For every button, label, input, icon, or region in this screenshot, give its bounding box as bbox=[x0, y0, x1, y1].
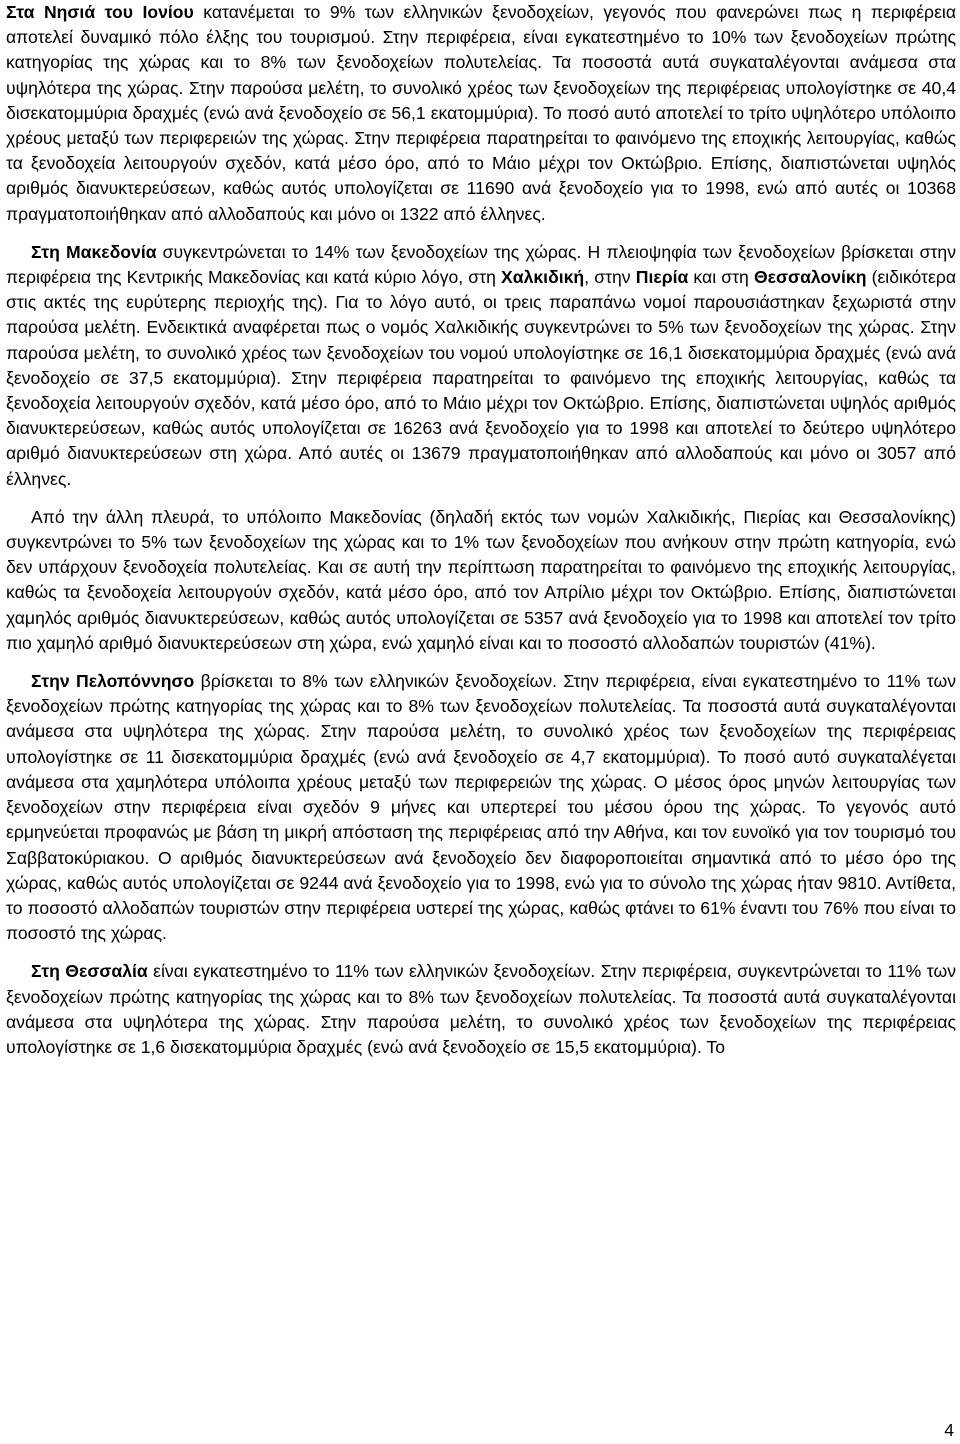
paragraph-thessaly bbox=[6, 959, 956, 1060]
paragraph-ionian-islands bbox=[6, 0, 956, 227]
text-run: είναι εγκατεστημένο το 11% των ελληνικών ξενοδοχείων. Στην περιφέρεια, συγκεντρώνεται το 11% των ξενοδοχείων πρώτης κατηγορίας της χώρας και το 8% των ξενοδοχείων πολυτελείας. Τα ποσοστά αυτά συγκαταλέγονται ανάμεσα στα υψηλότερα της χώρας. Στην παρούσα μελέτη, το συνολικό χρέος των ξενοδοχείων της περιφέρειας υπολογίστηκε σε 1,6 δισεκατομμύρια δραχμές (ενώ ανά ξενοδοχείο σε 15,5 εκατομμύρια). Το bbox=[6, 961, 956, 1057]
text-run: , στην bbox=[584, 267, 636, 288]
bold-text-run: Θεσσαλονίκη bbox=[753, 267, 867, 288]
document-page bbox=[6, 0, 956, 1060]
bold-text-run: Χαλκιδική bbox=[501, 267, 585, 288]
text-run: (ειδικότερα στις ακτές της ευρύτερης περιοχής της). Για το λόγο αυτό, οι τρεις παραπάνω νομοί παρουσιάστηκαν ξεχωριστά στην παρούσα μελέτη. Ενδεικτικά αναφέρεται πως ο νομός Χαλκιδικής συγκεντρώνει το 5% των ξενοδοχείων της χώρας. Στην παρούσα μελέτη, το συνολικό χρέος των ξενοδοχείων του νομού υπολογίστηκε σε 16,1 δισεκατομμύρια δραχμές (ενώ ανά ξενοδοχείο σε 37,5 εκατομμύρια). Στην περιφέρεια παρατηρείται το φαινόμενο της εποχικής λειτουργίας, καθώς τα ξενοδοχεία λειτουργούν σχεδόν, κατά μέσο όρο, από το Μάιο μέχρι τον Οκτώβριο. Επίσης, διαπιστώνεται υψηλός αριθμός διανυκτερεύσεων, καθώς αυτός υπολογίζεται σε 16263 ανά ξενοδοχείο για το 1998 και αποτελεί το δεύτερο υψηλότερο αριθμό διανυκτερεύσεων στη χώρα. Από αυτές οι 13679 πραγματοποιήθηκαν από αλλοδαπούς και μόνο οι 3057 από έλληνες. bbox=[6, 267, 956, 489]
paragraph-gap bbox=[6, 946, 956, 959]
text-run: συγκεντρώνεται το 14% των ξενοδοχείων της χώρας. Η πλειοψηφία των ξενοδοχείων βρίσκεται στην περιφέρεια της Κεντρικής Μακεδονίας και κατά κύριο λόγο, στη bbox=[6, 241, 956, 288]
text-run: βρίσκεται το 8% των ελληνικών ξενοδοχείων. Στην περιφέρεια, είναι εγκατεστημένο το 11% των ξενοδοχείων πρώτης κατηγορίας της χώρας και το 8% των ξενοδοχείων πολυτελείας. Τα ποσοστά αυτά συγκαταλέγονται ανάμεσα στα υψηλότερα της χώρας. Στην παρούσα μελέτη, το συνολικό χρέος των ξενοδοχείων της περιφέρειας υπολογίστηκε σε 11 δισεκατομμύρια δραχμές (ενώ ανά ξενοδοχείο σε 4,7 εκατομμύρια). Το ποσό αυτό συγκαταλέγεται ανάμεσα στα χαμηλότερα υπόλοιπα χρέους μεταξύ των περιφερειών της χώρας. Ο μέσος όρος μηνών λειτουργίας των ξενοδοχείων στην περιφέρεια είναι σχεδόν 9 μήνες και υπερτερεί του μέσου όρου της χώρας. Το γεγονός αυτό ερμηνεύεται προφανώς με βάση τη μικρή απόσταση της περιφέρειας από την Αθήνα, και τον ευνοϊκό για τον τουρισμό του Σαββατοκύριακου. Ο αριθμός διανυκτερεύσεων ανά ξενοδοχείο δεν διαφοροποιείται σημαντικά από το μέσο όρο της χώρας, καθώς αυτός υπολογίζεται σε 9244 ανά ξενοδοχείο για το 1998, ενώ για το σύνολο της χώρας ήταν 9810. Αντίθετα, το ποσοστό αλλοδαπών τουριστών στην περιφέρεια υστερεί της χώρας, καθώς φτάνει το 61% έναντι του 76% που είναι το ποσοστό της χώρας. bbox=[6, 671, 956, 944]
paragraph-gap bbox=[6, 492, 956, 505]
paragraph-macedonia bbox=[6, 240, 956, 492]
paragraph-gap bbox=[6, 656, 956, 669]
bold-text-run: Στα Νησιά του Ιονίου bbox=[6, 2, 194, 22]
bold-text-run: Πιερία bbox=[635, 267, 689, 288]
bold-text-run: Στη Θεσσαλία bbox=[31, 961, 148, 982]
bold-text-run: Στην Πελοπόννησο bbox=[31, 671, 195, 692]
text-run: κατανέμεται το 9% των ελληνικών ξενοδοχείων, γεγονός που φανερώνει πως η περιφέρεια αποτελεί δυναμικό πόλο έλξης του τουρισμού. Στην περιφέρεια, είναι εγκατεστημένο το 10% των ξενοδοχείων πρώτης κατηγορίας της χώρας και το 8% των ξενοδοχείων πολυτελείας. Τα ποσοστά αυτά συγκαταλέγονται ανάμεσα στα υψηλότερα της χώρας. Στην παρούσα μελέτη, το συνολικό χρέος των ξενοδοχείων της περιφέρειας υπολογίστηκε σε 40,4 δισεκατομμύρια δραχμές (ενώ ανά ξενοδοχείο σε 56,1 εκατομμύρια). Το ποσό αυτό αποτελεί το τρίτο υψηλότερο υπόλοιπο χρέους μεταξύ των περιφερειών της χώρας. Στην περιφέρεια παρατηρείται το φαινόμενο της εποχικής λειτουργίας, καθώς τα ξενοδοχεία λειτουργούν σχεδόν, κατά μέσο όρο, από το Μάιο μέχρι τον Οκτώβριο. Επίσης, διαπιστώνεται υψηλός αριθμός διανυκτερεύσεων, καθώς αυτός υπολογίζεται σε 11690 ανά ξενοδοχείο για το 1998, ενώ από αυτές οι 10368 πραγματοποιήθηκαν από αλλοδαπούς και μόνο οι 1322 από έλληνες. bbox=[6, 2, 956, 224]
text-run: και στη bbox=[688, 267, 754, 288]
text-run: Από την άλλη πλευρά, το υπόλοιπο Μακεδονίας (δηλαδή εκτός των νομών Χαλκιδικής, Πιερίας και Θεσσαλονίκης) συγκεντρώνει το 5% των ξενοδοχείων της χώρας και το 1% των ξενοδοχείων που ανήκουν στην πρώτη κατηγορία, ενώ δεν υπάρχουν ξενοδοχεία πολυτελείας. Και σε αυτή την περίπτωση παρατηρείται το φαινόμενο της εποχικής λειτουργίας, καθώς τα ξενοδοχεία λειτουργούν σχεδόν, κατά μέσο όρο, από τον Απρίλιο μέχρι τον Οκτώβριο. Επίσης, διαπιστώνεται χαμηλός αριθμός διανυκτερεύσεων, καθώς αυτός υπολογίζεται σε 5357 ανά ξενοδοχείο για το 1998 και αποτελεί τον τρίτο πιο χαμηλό αριθμό διανυκτερεύσεων στη χώρα, ενώ χαμηλό είναι και το ποσοστό αλλοδαπών τουριστών (41%). bbox=[6, 506, 956, 653]
paragraph-rest-of-macedonia bbox=[6, 505, 956, 656]
paragraph-peloponnese bbox=[6, 669, 956, 946]
paragraph-gap bbox=[6, 227, 956, 240]
page-number: 4 bbox=[944, 1420, 954, 1440]
bold-text-run: Στη Μακεδονία bbox=[31, 241, 157, 262]
